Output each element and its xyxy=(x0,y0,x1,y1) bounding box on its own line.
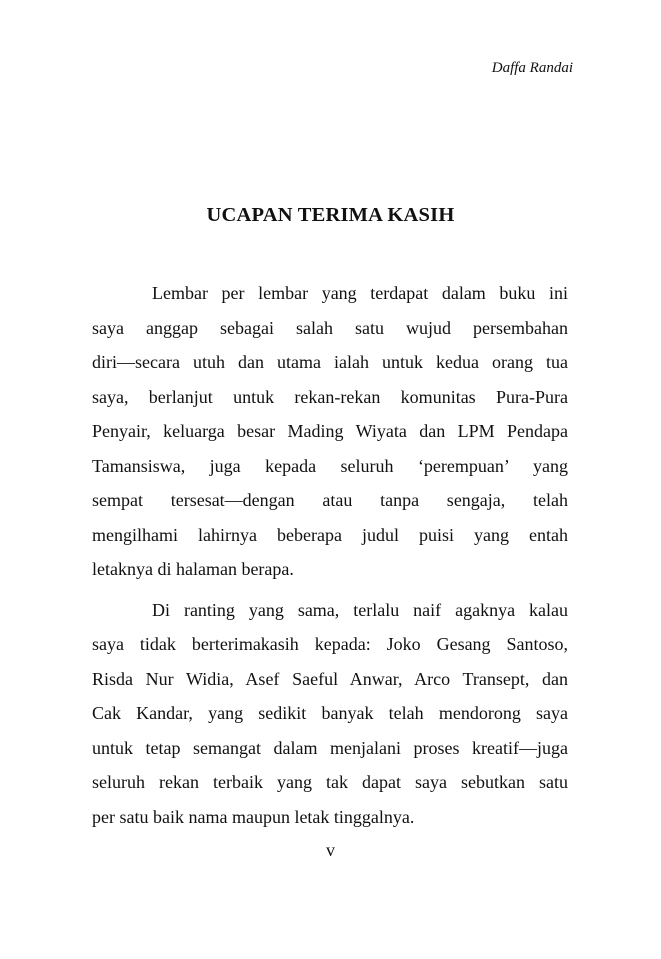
paragraph-line: Penyair, keluarga besar Mading Wiyata dan LPM Pendapa xyxy=(92,421,568,441)
paragraph-line: saya anggap sebagai salah satu wujud persembahan xyxy=(92,317,568,338)
page-number: v xyxy=(326,840,335,860)
paragraph-line: letaknya di halaman berapa. xyxy=(92,559,294,579)
body-text xyxy=(92,276,568,834)
paragraph-line: saya tidak berterimakasih kepada: Joko Gesang Santoso, xyxy=(92,634,568,654)
paragraph-line: Di ranting yang sama, terlalu naif agaknya kalau xyxy=(152,599,568,620)
paragraph-line: Cak Kandar, yang sedikit banyak telah mendorong saya xyxy=(92,703,568,723)
paragraph-line: saya, berlanjut untuk rekan-rekan komunitas Pura-Pura xyxy=(92,386,568,407)
paragraph-line: sempat tersesat—dengan atau tanpa sengaja, telah xyxy=(92,490,568,510)
paragraph-line: diri—secara utuh dan utama ialah untuk kedua orang tua xyxy=(92,352,568,372)
paragraph-line: seluruh rekan terbaik yang tak dapat saya sebutkan satu xyxy=(92,772,568,792)
paragraph-2 xyxy=(92,593,568,835)
paragraph-line: Risda Nur Widia, Asef Saeful Anwar, Arco Transept, dan xyxy=(92,668,568,689)
paragraph-line: untuk tetap semangat dalam menjalani proses kreatif—juga xyxy=(92,737,568,758)
paragraph-line: Tamansiswa, juga kepada seluruh ‘perempuan’ yang xyxy=(92,455,568,476)
author-header: Daffa Randai xyxy=(491,60,573,76)
paragraph-1 xyxy=(92,276,568,587)
paragraph-line: Lembar per lembar yang terdapat dalam buku ini xyxy=(152,283,568,303)
paragraph-line: mengilhami lahirnya beberapa judul puisi yang entah xyxy=(92,524,568,545)
page-title: UCAPAN TERIMA KASIH xyxy=(206,204,455,226)
paragraph-line: per satu baik nama maupun letak tinggalnya. xyxy=(92,806,415,827)
